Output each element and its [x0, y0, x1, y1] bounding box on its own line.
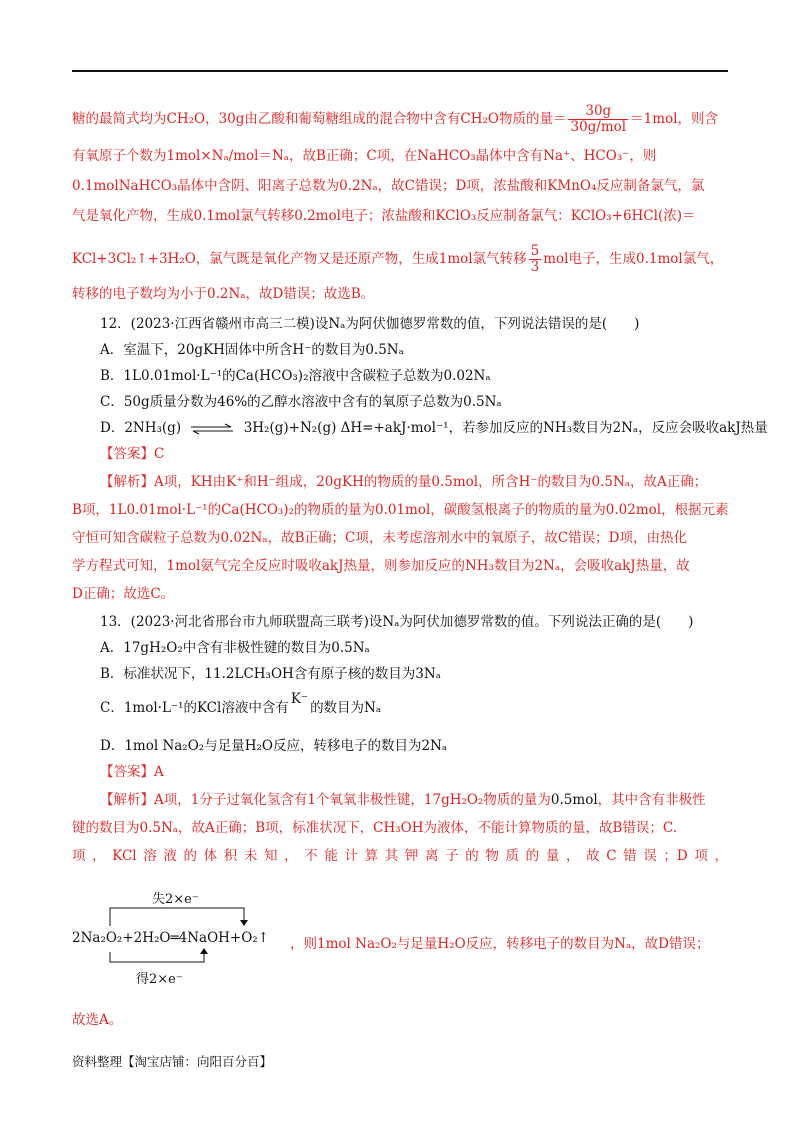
sol11-line6: 转移的电子数均为小于0.2Nₐ，故D错误；故选B。: [72, 286, 375, 302]
fraction-denominator: 3: [530, 259, 540, 275]
equilibrium-arrows-icon: [189, 423, 235, 435]
fraction-mass: [568, 104, 628, 135]
q13-c-text: C．1mol·L⁻¹的KCl溶液中含有: [100, 700, 289, 716]
q13-c-ion: K⁻: [290, 691, 309, 707]
q12-stem: 12．(2023·江西省赣州市高三二模)设Nₐ为阿伏伽德罗常数的值，下列说法错误的是( ): [100, 316, 640, 332]
fraction-numerator: 5: [530, 243, 540, 259]
sol11-line3: 0.1molNaHCO₃晶体中含阴、阳离子总数为0.2Nₐ，故C错误；D项，浓盐酸和KMnO₄反应制备氯气，氯: [72, 178, 705, 194]
fraction-numerator: 30g: [568, 104, 628, 120]
q13-moles-value: 0.5mol: [550, 792, 598, 808]
q12-explain-1: 【解析】A项，KH由K⁺和H⁻组成，20gKH的物质的量0.5mol，所含H⁻的数目为0.5Nₐ，故A正确；: [100, 474, 708, 490]
sol11-text: ＝1mol，则含: [630, 111, 718, 127]
q13-explain-text: ，其中含有非极性: [597, 792, 706, 808]
electron-loss-label: 失2×e⁻: [152, 892, 199, 907]
sol11-line5: [72, 244, 728, 275]
reaction-equation: 2Na₂O₂+2H₂O═4NaOH+O₂↑: [72, 930, 270, 946]
sol11-line2: 有氧原子个数为1mol×Nₐ/mol＝Nₐ，故B正确；C项，在NaHCO₃晶体中含有Na⁺、HCO₃⁻，则: [72, 148, 657, 164]
q12-explain-3: 守恒可知含碳粒子总数为0.02Nₐ，故B正确；C项，未考虑溶剂水中的氧原子，故C错误；D项，由热化: [72, 530, 687, 546]
q12-option-c: C．50g质量分数为46%的乙醇水溶液中含有的氧原子总数为0.5Nₐ: [100, 394, 502, 410]
q13-explain-3: 项，KCl溶液的体积未知，不能计算其钾离子的物质的量，故C错误；D项，: [72, 848, 728, 864]
q13-option-c: [100, 691, 756, 718]
q13-explain-1: [100, 790, 756, 810]
electron-transfer-diagram: [72, 888, 292, 998]
fraction-denominator: 30g/mol: [570, 119, 627, 135]
q13-explain-5: 故选A。: [72, 1012, 123, 1028]
q13-option-a: A．17gH₂O₂中含有非极性键的数目为0.5Nₐ: [100, 640, 370, 656]
sol11-text: KCl+3Cl₂↑+3H₂O，氯气既是氧化产物又是还原产物，生成1mol氯气转移: [72, 251, 527, 267]
q13-option-b: B．标准状况下，11.2LCH₃OH含有原子核的数目为3Nₐ: [100, 666, 441, 682]
sol11-line1: [72, 104, 728, 135]
q12-option-a: A．室温下，20gKH固体中所含H⁻的数目为0.5Nₐ: [100, 342, 404, 358]
q13-explain-text: 【解析】A项，1分子过氧化氢含有1个氧氧非极性键，17gH₂O₂物质的量为: [100, 792, 551, 808]
q12-d-reactant: D．2NH₃(g): [100, 420, 182, 436]
sol11-text: mol电子，生成0.1mol氯气，: [543, 251, 724, 267]
q12-explain-5: D正确；故选C。: [72, 586, 175, 602]
q13-option-d: D．1mol Na₂O₂与足量H₂O反应，转移电子的数目为2Nₐ: [100, 738, 448, 754]
sol11-text: 糖的最简式均为CH₂O，30g由乙酸和葡萄糖组成的混合物中含有CH₂O物质的量＝: [72, 111, 567, 127]
q12-d-rest: 3H₂(g)+N₂(g) ΔH=+akJ·mol⁻¹，若参加反应的NH₃数目为2Nₐ，反应会吸收akJ热量: [243, 420, 768, 436]
footer-source: 资料整理【淘宝店铺：向阳百分百】: [72, 1054, 273, 1069]
q13-explain-4: ，则1mol Na₂O₂与足量H₂O反应，转移电子的数目为Nₐ，故D错误；: [290, 936, 710, 952]
electron-gain-label: 得2×e⁻: [136, 972, 183, 987]
sol11-line4: 气是氧化产物，生成0.1mol氯气转移0.2mol电子；浓盐酸和KClO₃反应制备氯气：KClO₃+6HCl(浓)＝: [72, 208, 696, 224]
q12-option-b: B．1L0.01mol·L⁻¹的Ca(HCO₃)₂溶液中含碳粒子总数为0.02Nₐ: [100, 368, 491, 384]
q12-answer: 【答案】C: [100, 446, 165, 462]
fraction-five-thirds: [529, 244, 542, 275]
q12-explain-2: B项，1L0.01mol·L⁻¹的Ca(HCO₃)₂的物质的量为0.01mol，碳酸氢根离子的物质的量为0.02mol，根据元素: [72, 502, 729, 518]
q13-c-text: 的数目为Nₐ: [310, 700, 382, 716]
q13-explain-2: 键的数目为0.5Nₐ，故A正确；B项，标准状况下，CH₃OH为液体，不能计算物质的量，故B错误；C.: [72, 820, 678, 836]
q12-explain-4: 学方程式可知，1mol氨气完全反应时吸收akJ热量，则参加反应的NH₃数目为2Nₐ，会吸收akJ热量，故: [72, 558, 690, 574]
q12-option-d: [100, 418, 768, 438]
q13-answer: 【答案】A: [100, 764, 164, 780]
header-rule: [72, 70, 728, 72]
q13-stem: 13．(2023·河北省邢台市九师联盟高三联考)设Nₐ为阿伏加德罗常数的值。下列说法正确的是( ): [100, 614, 694, 630]
